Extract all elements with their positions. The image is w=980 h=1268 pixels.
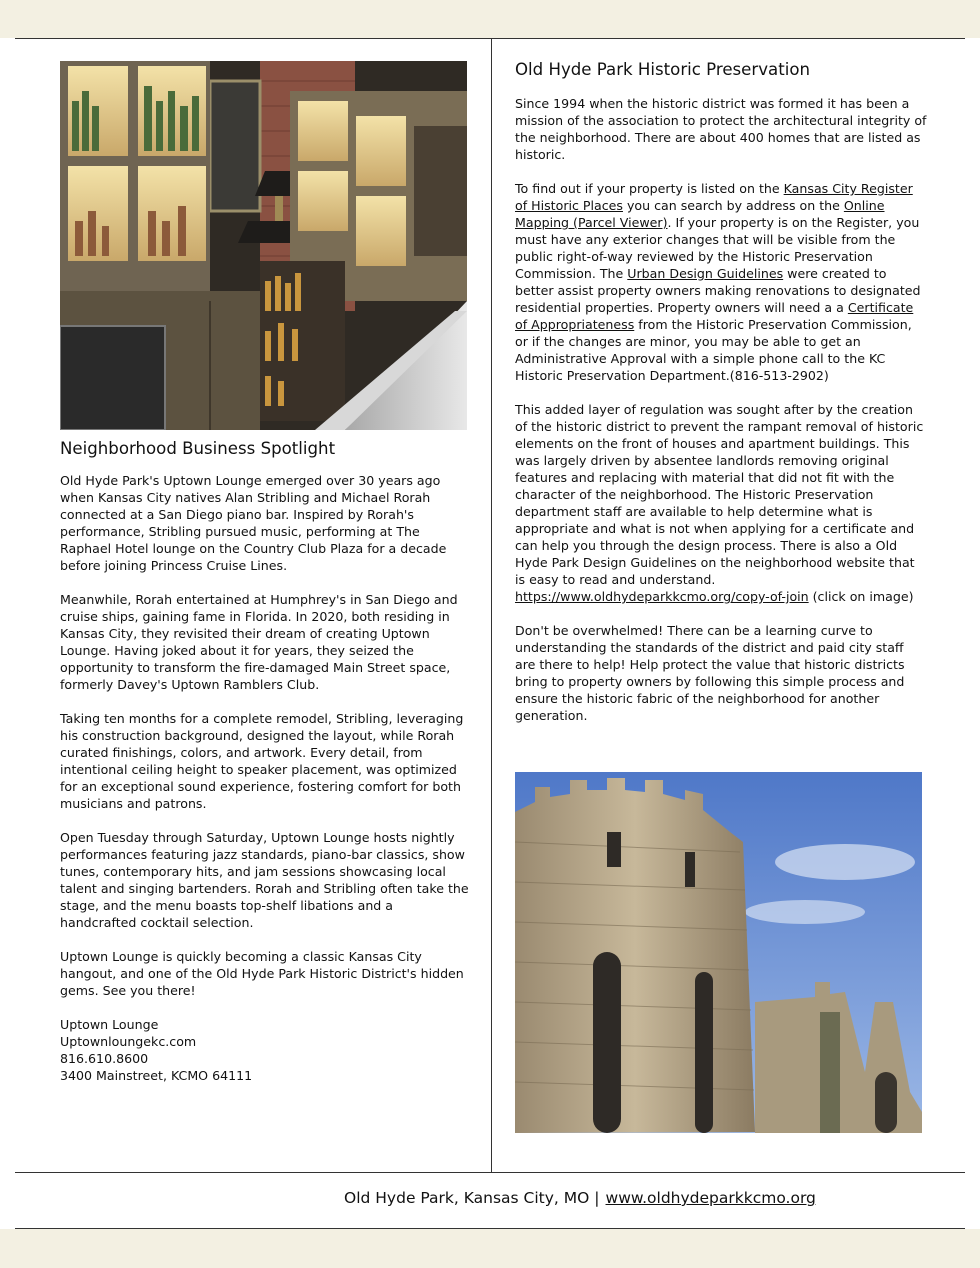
spotlight-paragraph-5: Uptown Lounge is quickly becoming a classic Kansas City hangout, and one of the Old Hyde Park Historic District's hidden gems. See you there! [60, 949, 464, 998]
urban-design-guidelines-link[interactable]: Urban Design Guidelines [627, 266, 784, 281]
text-run: from the Historic Preservation Commission, or if the changes are minor, you may be able to get an Administrative Approval with a simple phone call to the KC Historic Preservation Department.(816-513-2902) [515, 317, 912, 383]
footer-website-link[interactable]: www.oldhydeparkkcmo.org [605, 1189, 816, 1207]
bar-interior-photo [60, 61, 467, 430]
bottom-band [0, 1229, 980, 1268]
text-run: were created to better assist property owners making renovations to designated residential properties. Property owners will need a a [515, 266, 921, 315]
preservation-paragraph-1: Since 1994 when the historic district was formed it has been a mission of the association to protect the architectural integrity of the neighborhood. There are about 400 homes that are listed as historic. [515, 96, 927, 162]
spotlight-paragraph-2: Meanwhile, Rorah entertained at Humphrey's in San Diego and cruise ships, gaining fame in Florida. In 2020, both residing in Kansas City, they revisited their dream of creating Uptown Lounge. Having joked about it for years, they seized the opportunity to transform the fire-damaged Main Street space, formerly Davey's Uptown Ramblers Club. [60, 592, 458, 692]
preservation-paragraph-2 [515, 180, 927, 384]
preservation-paragraph-4: Don't be overwhelmed! There can be a learning curve to understanding the standards of the district and paid city staff are there to help! Help protect the value that historic districts bring to property owners by following this simple process and ensure the historic fabric of the neighborhood for another generation. [515, 623, 905, 723]
bottom-rule [15, 1172, 965, 1173]
text-run: This added layer of regulation was sought after by the creation of the historic district to prevent the rampant removal of historic elements on the front of houses and apartment buildings. This was largely driven by absentee landlords removing original features and replacing with material that did not fit with the character of the neighborhood. The Historic Preservation department staff are available to help determine what is appropriate and what is not when applying for a certificate and can help you through the design process. There is also a Old Hyde Park Design Guidelines on the neighborhood website that is easy to read and understand. [515, 402, 924, 587]
text-run: you can search by address on the [622, 198, 844, 213]
spotlight-paragraph-4: Open Tuesday through Saturday, Uptown Lounge hosts nightly performances featuring jazz standards, piano-bar classics, show tunes, contemporary hits, and jam sessions showcasing local talent and singing bartenders. Rorah and Stribling often take the stage, and the menu boasts top-shelf libations and a handcrafted cocktail selection. [60, 830, 469, 930]
top-band [0, 0, 980, 38]
text-run: (click on image) [808, 589, 914, 604]
text-run: . If your property is on the Register, you must have any exterior changes that will be visible from the public right-of-way reviewed by the Historic Preservation Commission. The [515, 215, 920, 281]
preservation-paragraph-3 [515, 401, 927, 605]
business-spotlight-column [60, 438, 470, 1084]
design-guidelines-url-link[interactable]: https://www.oldhydeparkkcmo.org/copy-of-join [515, 589, 809, 604]
castle-tower-photo [515, 772, 922, 1133]
contact-address: 3400 Mainstreet, KCMO 64111 [60, 1068, 253, 1083]
contact-website: Uptownloungekc.com [60, 1034, 197, 1049]
certificate-of-appropriateness-link[interactable]: Certificate of Appropriateness [515, 300, 914, 332]
spotlight-paragraph-3: Taking ten months for a complete remodel, Stribling, leveraging his construction background, designed the layout, while Rorah curated finishings, colors, and artwork. Every detail, from intentional ceiling height to speaker placement, was optimized for an exceptional sound experience, fostering comfort for both musicians and patrons. [60, 711, 464, 811]
contact-name: Uptown Lounge [60, 1017, 159, 1032]
contact-phone: 816.610.8600 [60, 1051, 149, 1066]
text-run: To find out if your property is listed on the [515, 181, 784, 196]
online-mapping-link[interactable]: Online Mapping (Parcel Viewer) [515, 198, 885, 230]
spotlight-paragraph-1: Old Hyde Park's Uptown Lounge emerged over 30 years ago when Kansas City natives Alan Stribling and Michael Rorah connected at a San Diego piano bar. Inspired by Rorah's performance, Stribling pursued music, performing at The Raphael Hotel lounge on the Country Club Plaza for a decade before joining Princess Cruise Lines. [60, 473, 447, 573]
kc-register-link[interactable]: Kansas City Register of Historic Places [515, 181, 913, 213]
column-divider [491, 38, 492, 1172]
footer-label: Old Hyde Park, Kansas City, MO | [344, 1189, 600, 1207]
historic-preservation-column [515, 59, 927, 741]
footer [344, 1189, 816, 1207]
spotlight-heading: Neighborhood Business Spotlight [60, 439, 336, 458]
preservation-heading: Old Hyde Park Historic Preservation [515, 60, 810, 79]
top-rule [15, 38, 965, 39]
